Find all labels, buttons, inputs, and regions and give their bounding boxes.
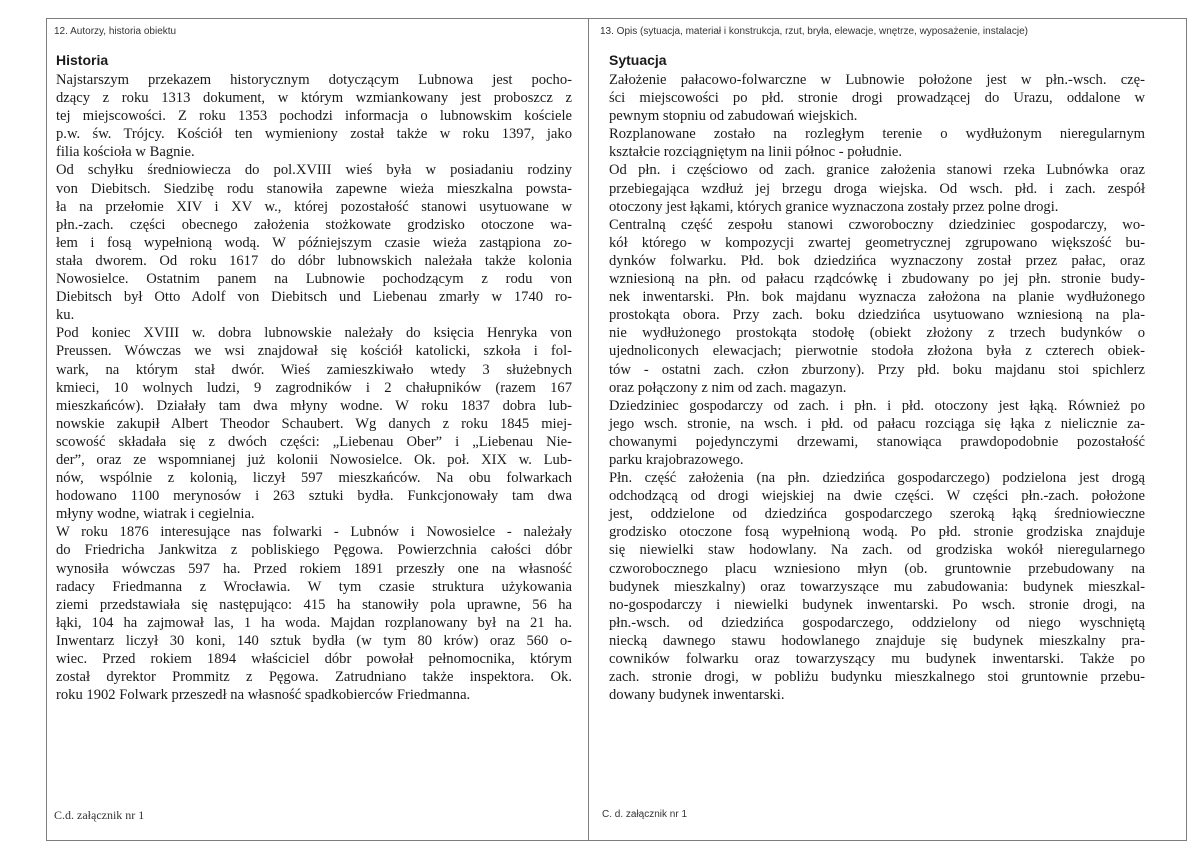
text-line: tej miejscowości. Z roku 1353 pochodzi informacja o lubnowskim kościele	[56, 108, 572, 125]
history-column	[56, 52, 572, 704]
text-line: chowanymi pojedynczymi drzewami, stanowiąca prawdopodobnie pozostałość	[609, 433, 1145, 450]
text-line: odchodzącą od drogi wiejskiej na dwie części. W części płn.-zach. położone	[609, 488, 1145, 505]
text-line: tów - ostatni zach. człon zburzony). Przy płd. boku majdanu stoi spichlerz	[609, 361, 1145, 378]
text-line: ku.	[56, 307, 75, 324]
text-line: pewnym stopniu od zabudowań wiejskich.	[609, 108, 858, 125]
column-divider	[588, 18, 589, 841]
text-line: mieszkańców). Działały tam dwa młyny wodne. W roku 1837 dobra lub-	[56, 397, 572, 414]
text-line: filia kościoła w Bagnie.	[56, 144, 195, 161]
text-line: budynek mieszkalny) oraz towarzyszące mu zabudowania: budynek mieszkal-	[609, 578, 1145, 595]
text-line: roku 1902 Folwark przeszedł na własność spadkobierców Friedmanna.	[56, 687, 471, 704]
text-line: hodowano 1100 merynosów i 263 sztuki bydła. Funkcjonowały tam dwa	[56, 488, 572, 505]
text-line: von Diebitsch. Siedzibę rodu stanowiła zapewne wieża mieszkalna powsta-	[56, 180, 572, 197]
text-line: wynosiła wówczas 597 ha. Przed rokiem 1891 przeszły one na własność	[56, 560, 572, 577]
text-line: Dziedziniec gospodarczy od zach. i płn. i płd. otoczony jest łąką. Również po	[609, 397, 1145, 414]
text-line: Pod koniec XVIII w. dobra lubnowskie należały do księcia Henryka von	[56, 325, 572, 342]
text-line: Płn. część założenia (na płn. dziedzińca gospodarczego) podzielona jest drogą	[609, 470, 1145, 487]
description-column	[609, 52, 1145, 704]
text-line: cowników folwarku oraz towarzyszący mu budynek inwentarski. Także po	[609, 651, 1145, 667]
text-line: nów, wspólnie z kolonią, liczył 597 mieszkańców. Na obu folwarkach	[56, 470, 572, 487]
field-label-authors-history: 12. Autorzy, historia obiektu	[54, 26, 177, 37]
text-line: Preussen. Wówczas we wsi znajdował się kościół katolicki, szkoła i fol-	[56, 343, 572, 360]
text-line: wiec. Przed rokiem 1894 właściciel dóbr powołał pełnomocnika, którym	[56, 651, 572, 667]
text-line: młyny wodne, wiatrak i cegielnia.	[56, 506, 255, 523]
text-line: dzący z roku 1313 dokument, w którym wzmiankowany jest proboszcz z	[56, 90, 572, 107]
text-line: kół którego w kompozycji zwartej geometrycznej zgrupowano większość bu-	[609, 234, 1145, 251]
text-line: prostokąta obora. Przy zach. boku dziedzińca usytuowano wzniesioną na pla-	[609, 307, 1145, 324]
text-line: kmieci, 10 wolnych ludzi, 9 zagrodników i 2 chałupników (razem 167	[56, 379, 572, 396]
text-line: Rozplanowane zostało na rozległym terenie o wydłużonym nieregularnym	[609, 126, 1145, 143]
text-line: otoczony jest łąkami, których granice wyznaczona zostały przez polne drogi.	[609, 198, 1059, 215]
text-line: p.w. św. Trójcy. Kościół ten wymieniony został także w roku 1397, jako	[56, 126, 572, 143]
situation-text	[609, 71, 1145, 704]
text-line: no-gospodarczy i niewielki budynek inwentarski. Po wsch. stronie drogi, na	[609, 596, 1145, 613]
text-line: parku krajobrazowego.	[609, 451, 744, 468]
text-line: nowskie zakupił Albert Theodor Schaubert. Wg danych z roku 1845 miej-	[56, 415, 572, 432]
text-line: Od schyłku średniowiecza do pol.XVIII wieś była w posiadaniu rodziny	[56, 162, 572, 179]
text-line: wzniesioną na płn. od pałacu rządcówkę i zbudowany po jej płn. stronie budy-	[609, 271, 1145, 288]
text-line: ziemi przedstawiała się następująco: 415 ha stanowiły pola uprawne, 56 ha	[56, 596, 572, 613]
text-line: Centralną część zespołu stanowi czworoboczny dziedziniec gospodarczy, wo-	[609, 216, 1145, 233]
text-line: Diebitsch był Otto Adolf von Diebitsch und Liebenau zmarły w 1740 ro-	[56, 289, 572, 306]
text-line: łem i fosą wypełnioną wodą. W późniejszym czasie wieża zastąpiona zo-	[56, 234, 572, 251]
text-line: ujednoliconych elewacjach; pierwotnie stodoła złożona była z czterech obiek-	[609, 343, 1145, 360]
text-line: płn.-wsch. od dziedzińca gospodarczego, oddzielony od niego wyschniętą	[609, 614, 1145, 631]
text-line: dynków folwarku. Płd. bok dziedzińca wyznaczony został przez pałac, oraz	[609, 252, 1145, 269]
text-line: został dyrektor Prommitz z Pęgowa. Zatrudniano także inspektora. Ok.	[56, 669, 572, 686]
text-line: nek inwentarski. Płn. bok majdanu wyznacza założona na planie wydłużonego	[609, 289, 1145, 306]
text-line: Założenie pałacowo-folwarczne w Lubnowie położone jest w płn.-wsch. czę-	[609, 72, 1145, 88]
field-label-description: 13. Opis (sytuacja, materiał i konstrukcja, rzut, bryła, elewacje, wnętrze, wyposażenie, instalacje)	[600, 26, 1028, 37]
text-line: radacy Friedmanna z Wrocławia. W tym czasie struktura użykowania	[56, 578, 572, 595]
text-line: do Friedricha Jankwitza z pobliskiego Pęgowa. Powierzchnia całości dóbr	[56, 542, 572, 559]
text-line: Najstarszym przekazem historycznym dotyczącym Lubnowa jest pocho-	[56, 72, 572, 88]
history-heading: Historia	[56, 52, 109, 68]
history-text	[56, 71, 572, 704]
text-line: przebiegająca wzdłuż jej brzegu droga wiejska. Od wsch. płd. i zach. zespół	[609, 180, 1145, 197]
text-line: W roku 1876 interesujące nas folwarki - Lubnów i Nowosielce - należały	[56, 524, 572, 541]
footer-continuation-left: C.d. załącznik nr 1	[54, 808, 145, 822]
text-line: jest, oddzielone od dziedzińca gospodarczego szeroką łąką średniowieczne	[609, 506, 1145, 523]
text-line: dowany budynek inwentarski.	[609, 687, 785, 704]
text-line: się niewielki staw hodowlany. Na zach. od grodziska wokół nieregularnego	[609, 542, 1145, 559]
text-line: stała dworem. Od roku 1617 do dóbr lubnowskich należała także kolonia	[56, 252, 572, 269]
text-line: Inwentarz liczył 30 koni, 140 sztuk bydła (w tym 80 krów) oraz 560 o-	[56, 632, 572, 649]
text-line: Nowosielce. Ostatnim panem na Lubnowie pochodzącym z rodu von	[56, 271, 572, 288]
text-line: oraz połączony z nim od zach. magazyn.	[609, 379, 847, 396]
text-line: scowość składała się z dwóch części: „Liebenau Ober” i „Liebenau Nie-	[56, 433, 572, 450]
text-line: der”, oraz ze wspomnianej już kolonii Nowosielce. Ok. poł. XIX w. Lub-	[56, 451, 572, 468]
text-line: ła na przełomie XIV i XV w., której pozostałość stanowi usytuowane w	[56, 198, 572, 215]
text-line: grodzisko otoczone fosą wypełnioną wodą. Po płd. stronie grodziska znajduje	[609, 524, 1145, 541]
text-line: płn.-zach. części obecnego założenia stożkowate grodzisko otoczone wa-	[56, 216, 572, 233]
footer-continuation-right: C. d. załącznik nr 1	[602, 809, 688, 820]
text-line: ści miejscowości po płd. stronie drogi prowadzącej do Urazu, oddalone w	[609, 90, 1145, 107]
situation-heading: Sytuacja	[609, 52, 667, 68]
text-line: jego wsch. stronie, na wsch. i płd. od pałacu rozciąga się łąka z nielicznie za-	[609, 415, 1145, 432]
text-line: Od płn. i częściowo od zach. granice założenia stanowi rzeka Lubnówka oraz	[609, 162, 1145, 179]
text-line: łąki, 104 ha zajmował las, 1 ha woda. Majdan rozplanowany był na 21 ha.	[56, 614, 572, 631]
text-line: kształcie rozciągniętym na linii północ - południe.	[609, 144, 903, 161]
text-line: zach. stronie drogi, w pobliżu budynku mieszkalnego stoi gruntownie przebu-	[609, 669, 1145, 686]
text-line: nie wydłużonego prostokąta stodołę (obiekt złożony z trzech budynków o	[609, 325, 1145, 342]
text-line: niecką dawnego stawu hodowlanego znajduje się budynek mieszkalny pra-	[609, 632, 1145, 649]
text-line: czworobocznego placu wzniesiono młyn (ob. gruntownie przebudowany na	[609, 560, 1145, 577]
text-line: wark, na którym stał dwór. Wieś zamieszkiwało wtedy 3 służebnych	[56, 361, 572, 378]
